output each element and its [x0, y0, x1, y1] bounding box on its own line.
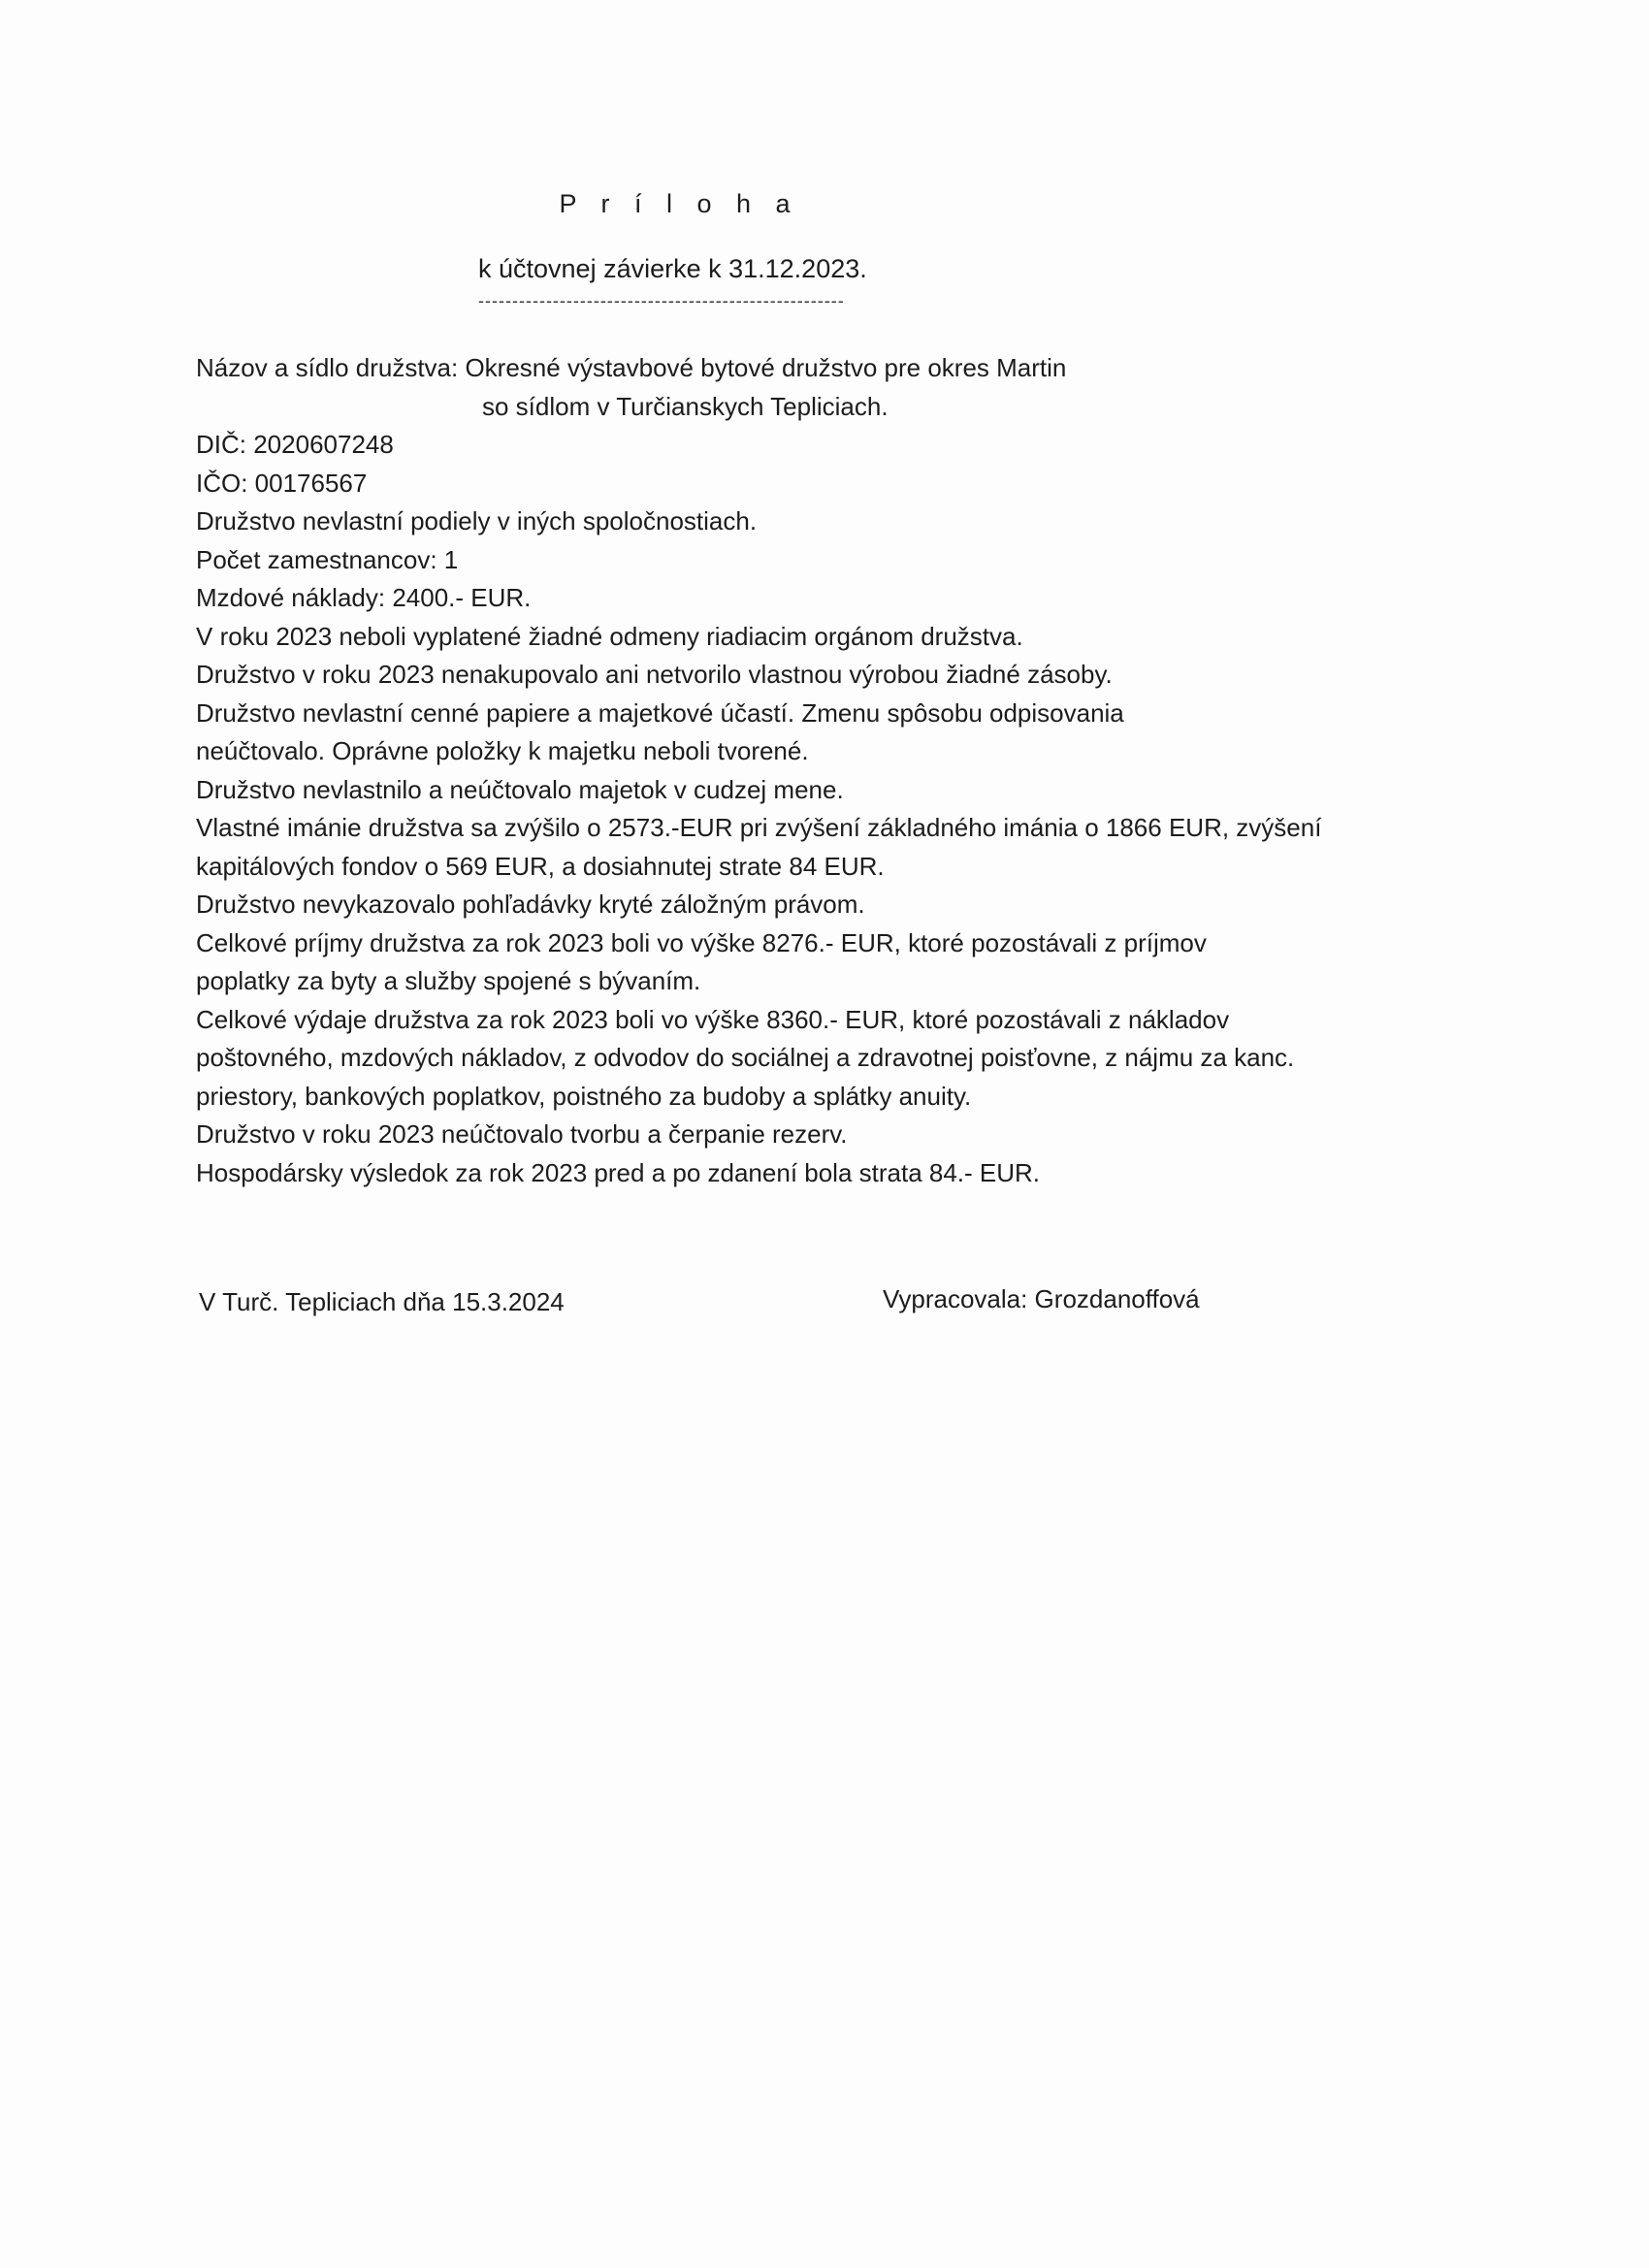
subtitle-divider: ------------------------------------------------------ — [478, 291, 845, 310]
body-line: Družstvo nevlastnilo a neúčtovalo majetok v cudzej mene. — [196, 774, 844, 804]
body-line: so sídlom v Turčianskych Tepliciach. — [482, 391, 889, 421]
footer-place-date: V Turč. Tepliciach dňa 15.3.2024 — [199, 1287, 565, 1316]
body-line: DIČ: 2020607248 — [196, 430, 394, 459]
body-line: Celkové príjmy družstva za rok 2023 boli vo výške 8276.- EUR, ktoré pozostávali z príjmov — [196, 927, 1207, 957]
body-line: Družstvo v roku 2023 neúčtovalo tvorbu a čerpanie rezerv. — [196, 1119, 848, 1149]
body-line: IČO: 00176567 — [196, 468, 368, 498]
body-line: Družstvo nevlastní cenné papiere a majetkové účastí. Zmenu spôsobu odpisovania — [196, 697, 1124, 728]
body-line: Družstvo v roku 2023 nenakupovalo ani netvorilo vlastnou výrobou žiadné zásoby. — [196, 660, 1113, 689]
body-line: Celkové výdaje družstva za rok 2023 boli vo výške 8360.- EUR, ktoré pozostávali z nákladov — [196, 1004, 1230, 1034]
body-line: V roku 2023 neboli vyplatené žiadné odmeny riadiacim orgánom družstva. — [196, 621, 1023, 651]
body-line: Družstvo nevlastní podiely v iných spoločnostiach. — [196, 506, 758, 535]
body-line: poštovného, mzdových nákladov, z odvodov do sociálnej a zdravotnej poisťovne, z nájmu za kanc. — [196, 1043, 1295, 1072]
body-line: Družstvo nevykazovalo pohľadávky kryté záložným právom. — [196, 890, 865, 919]
body-line: Počet zamestnancov: 1 — [196, 544, 459, 574]
body-line: Vlastné imánie družstva sa zvýšilo o 2573.-EUR pri zvýšení základného imánia o 1866 EUR, zvýšení — [196, 813, 1322, 842]
footer-prepared-by: Vypracovala: Grozdanoffová — [883, 1284, 1200, 1313]
document-body — [196, 349, 1457, 1192]
body-line: Názov a sídlo družstva: Okresné výstavbové bytové družstvo pre okres Martin — [196, 353, 1067, 382]
body-line: neúčtovalo. Oprávne položky k majetku neboli tvorené. — [196, 736, 809, 765]
document-subtitle: k účtovnej závierke k 31.12.2023. — [478, 254, 867, 283]
body-line: kapitálových fondov o 569 EUR, a dosiahnutej strate 84 EUR. — [196, 851, 885, 881]
document-title: P r í l o h a — [559, 189, 799, 218]
body-line: Mzdové náklady: 2400.- EUR. — [196, 583, 532, 612]
body-line: poplatky za byty a služby spojené s bývaním. — [196, 966, 701, 995]
body-line: Hospodársky výsledok za rok 2023 pred a po zdanení bola strata 84.- EUR. — [196, 1157, 1041, 1187]
body-line: priestory, bankových poplatkov, poistného za budoby a splátky anuity. — [196, 1081, 972, 1111]
